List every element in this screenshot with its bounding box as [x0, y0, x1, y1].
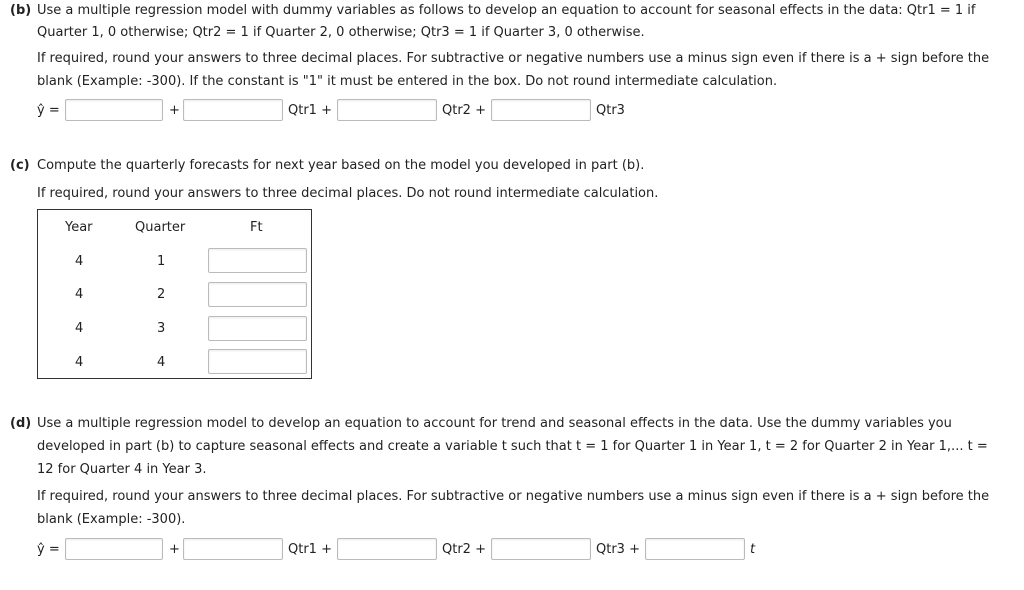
part-d-t-coefficient-input[interactable] [645, 538, 745, 560]
part-d-instruction-line2: blank (Example: -300). [37, 512, 186, 527]
table-row-3-quarter: 3 [157, 321, 166, 336]
table-row-1-quarter: 1 [157, 254, 166, 269]
part-d-qtr3-label: Qtr3 + [596, 542, 640, 557]
part-d-qtr1-label: Qtr1 + [288, 542, 332, 557]
part-b-qtr2-coefficient-input[interactable] [337, 99, 437, 121]
part-b-question-line1: Use a multiple regression model with dummy variables as follows to develop an equation to account for seasonal effects in the data: Qtr1 = 1 if [37, 3, 976, 18]
part-b-constant-input[interactable] [65, 99, 163, 121]
forecast-input-q4[interactable] [208, 349, 307, 374]
part-b-instruction-line1: If required, round your answers to three decimal places. For subtractive or negative numbers use a minus sign even if there is a + sign before the [37, 51, 990, 66]
part-b-question-line2: Quarter 1, 0 otherwise; Qtr2 = 1 if Quarter 2, 0 otherwise; Qtr3 = 1 if Quarter 3, 0 otherwise. [37, 25, 645, 40]
table-header-quarter: Quarter [135, 220, 186, 235]
part-d-qtr2-label: Qtr2 + [442, 542, 486, 557]
part-b-qtr3-label: Qtr3 [596, 103, 625, 118]
part-d-qtr2-coefficient-input[interactable] [337, 538, 437, 560]
table-row-2-year: 4 [75, 287, 84, 302]
forecast-input-q2[interactable] [208, 282, 307, 307]
table-header-year: Year [65, 220, 93, 235]
part-b-instruction-line2: blank (Example: -300). If the constant is "1" it must be entered in the box. Do not round intermediate calculation. [37, 74, 778, 89]
part-d-label: (d) [10, 416, 32, 431]
part-d-constant-input[interactable] [65, 538, 163, 560]
part-b-label: (b) [10, 3, 32, 18]
part-d-question-line2: developed in part (b) to capture seasonal effects and create a variable t such that t = 1 for Quarter 1 in Year 1, t = 2 for Quarter 2 in Year 1,... t = [37, 439, 988, 454]
part-d-plus-label: + [169, 542, 180, 557]
part-d-yhat-label: ŷ = [37, 542, 60, 557]
part-d-qtr1-coefficient-input[interactable] [183, 538, 283, 560]
part-c-question-line1: Compute the quarterly forecasts for next year based on the model you developed in part (b). [37, 158, 645, 173]
part-b-qtr1-coefficient-input[interactable] [183, 99, 283, 121]
table-row-3-year: 4 [75, 321, 84, 336]
forecast-input-q3[interactable] [208, 316, 307, 341]
part-b-qtr2-label: Qtr2 + [442, 103, 486, 118]
part-b-qtr3-coefficient-input[interactable] [491, 99, 591, 121]
table-row-2-quarter: 2 [157, 287, 166, 302]
part-c-instruction-line1: If required, round your answers to three decimal places. Do not round intermediate calculation. [37, 186, 659, 201]
part-d-qtr3-coefficient-input[interactable] [491, 538, 591, 560]
part-d-instruction-line1: If required, round your answers to three decimal places. For subtractive or negative numbers use a minus sign even if there is a + sign before the [37, 489, 990, 504]
part-b-qtr1-label: Qtr1 + [288, 103, 332, 118]
part-b-plus-label: + [169, 103, 180, 118]
table-row-1-year: 4 [75, 254, 84, 269]
forecast-input-q1[interactable] [208, 248, 307, 273]
part-d-question-line3: 12 for Quarter 4 in Year 3. [37, 462, 207, 477]
table-row-4-year: 4 [75, 355, 84, 370]
part-d-t-label: t [750, 542, 756, 557]
part-b-yhat-label: ŷ = [37, 103, 60, 118]
part-c-label: (c) [10, 158, 30, 173]
part-d-question-line1: Use a multiple regression model to develop an equation to account for trend and seasonal effects in the data. Use the dummy variables you [37, 416, 952, 431]
table-row-4-quarter: 4 [157, 355, 166, 370]
table-header-ft: Ft [250, 220, 263, 235]
